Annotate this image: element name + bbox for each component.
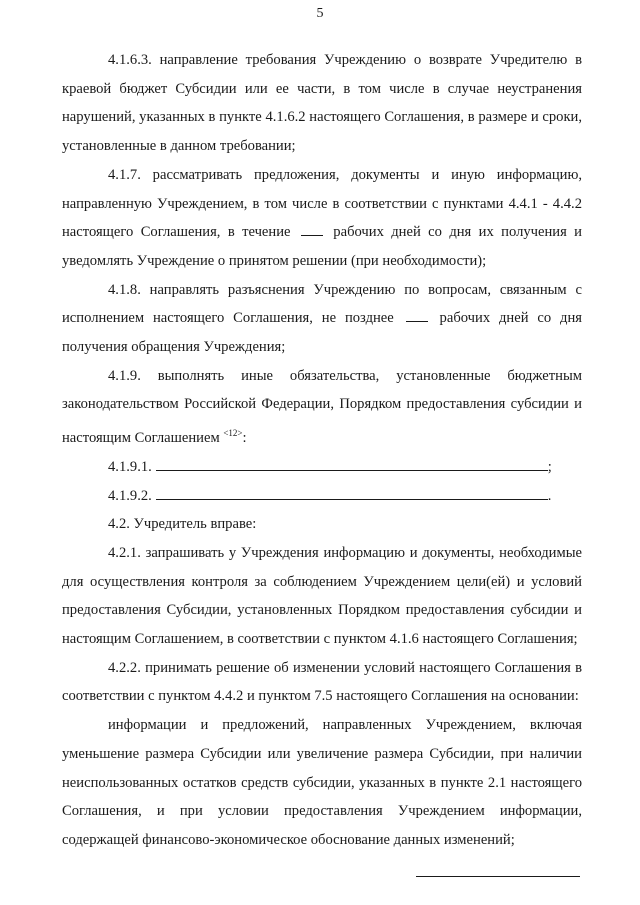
paragraph-4-2-2-information: информации и предложений, направленных Учреждением, включая уменьшение размера Субсидии или увеличение размера Субсидии, при наличии неиспользованных остатков средств субсидии, указанных в пункте 2.1 настоящего Соглашения, и при условии предоставления Учреждением информации, содержащей финансово-экономическое обоснование данных изменений; xyxy=(62,717,582,848)
paragraph-4-1-6-3: 4.1.6.3. направление требования Учреждению о возврате Учредителю в краевой бюджет Субсидии или ее части, в том числе в случае неустранения нарушений, указанных в пункте 4.1.6.2 настоящего Соглашения, в размере и сроки, установленные в данном требовании; xyxy=(62,52,582,155)
paragraph-4-1-7 xyxy=(62,161,582,276)
item-4-1-9-1 xyxy=(62,453,582,482)
blank-field xyxy=(301,223,323,236)
paragraph-4-1-7-text-a: 4.1.7. рассматривать предложения, документы и иную информацию, направленную Учреждением, в том числе в соответствии с пунктами 4.4.1 - 4.4.2 настоящего Соглашения, в течение xyxy=(62,166,582,241)
document-body xyxy=(62,46,582,855)
paragraph-4-2-2: 4.2.2. принимать решение об изменении условий настоящего Соглашения в соответствии с пунктом 4.4.2 и пунктом 7.5 настоящего Соглашения на основании: xyxy=(62,659,582,705)
item-4-1-9-2 xyxy=(62,482,582,511)
blank-field xyxy=(406,309,428,322)
item-4-1-9-1-label: 4.1.9.1. xyxy=(108,458,152,475)
item-4-1-9-1-end: ; xyxy=(547,458,552,475)
item-4-1-9-2-end: . xyxy=(547,487,552,504)
paragraph-4-1-8-text-b: рабочих дней со дня получения обращения Учреждения; xyxy=(62,310,582,356)
paragraph-4-1-9 xyxy=(62,362,582,453)
paragraph-4-2: 4.2. Учредитель вправе: xyxy=(108,516,257,533)
paragraph-4-1-8-text-a: 4.1.8. направлять разъяснения Учреждению по вопросам, связанным с исполнением настоящего Соглашения, не позднее xyxy=(62,281,582,327)
paragraph-4-1-7-text-b: рабочих дней со дня их получения и уведомлять Учреждение о принятом решении (при необходимости); xyxy=(62,224,582,269)
page-number: 5 xyxy=(316,6,324,21)
item-4-1-9-2-label: 4.1.9.2. xyxy=(108,487,152,504)
paragraph-4-1-9-end: : xyxy=(242,430,247,447)
footnote-separator xyxy=(416,876,580,877)
paragraph-4-2-1: 4.2.1. запрашивать у Учреждения информацию и документы, необходимые для осуществления контроля за соблюдением Учреждением цели(ей) и условий предоставления Субсидии, установленных Порядком предоставления субсидии и настоящим Соглашением, в соответствии с пунктом 4.1.6 настоящего Соглашения; xyxy=(62,544,582,648)
paragraph-4-1-9-text: 4.1.9. выполнять иные обязательства, установленные бюджетным законодательством Российской Федерации, Порядком предоставления субсидии и настоящим Соглашением xyxy=(62,367,582,447)
fill-line xyxy=(156,456,548,471)
fill-line xyxy=(156,485,548,500)
paragraph-4-1-8 xyxy=(62,276,582,362)
footnote-ref: <12> xyxy=(223,428,243,439)
